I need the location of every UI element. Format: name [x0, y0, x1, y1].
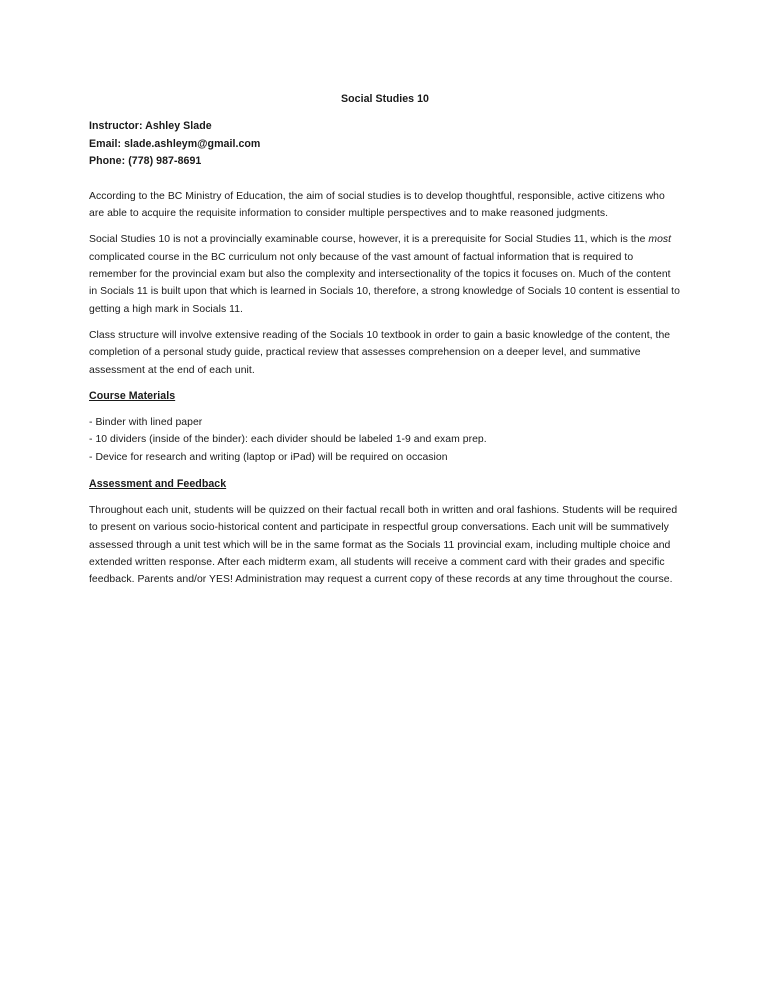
list-item: - Binder with lined paper [89, 417, 203, 429]
spacer [89, 171, 681, 188]
assessment-heading: Assessment and Feedback [89, 477, 227, 490]
prerequisite-text-start: Social Studies 10 is not a provincially examinable course, however, it is a prerequisite for Social Studies 11, which is the [89, 234, 649, 246]
document-content [89, 91, 681, 598]
class-structure-paragraph: Class structure will involve extensive reading of the Socials 10 textbook in order to gain a basic knowledge of the content, the completion of a personal study guide, practical review that assesses comprehension on a deeper level, and summative assessment at the end of each unit. [89, 330, 671, 376]
prerequisite-emphasis: most [648, 234, 672, 246]
course-materials-list [89, 414, 681, 466]
prerequisite-text-end: complicated course in the BC curriculum not only because of the vast amount of factual information that is required to remember for the provincial exam but also the complexity and intersectionality of the topics it focuses on. Much of the content in Socials 11 is built upon that which is learned in Socials 10, therefore, a strong knowledge of Socials 10 content is essential to getting a high mark in Socials 11. [89, 251, 680, 315]
assessment-paragraph: Throughout each unit, students will be quizzed on their factual recall both in written and oral fashions. Students will be required to present on various socio-historical content and participate in respectful group conversations. Each unit will be summatively assessed through a unit test which will be in the same format as the Socials 11 provincial exam, including multiple choice and extended written response. After each midterm exam, all students will receive a comment card with their grades and specific feedback. Parents and/or YES! Administration may request a current copy of these records at any time throughout the course. [89, 504, 678, 586]
intro-paragraph: According to the BC Ministry of Education, the aim of social studies is to develop thoughtful, responsible, active citizens who are able to acquire the requisite information to consider multiple perspectives and to make reasoned judgments. [89, 190, 665, 219]
instructor-line: Instructor: Ashley Slade [89, 120, 212, 133]
phone-line: Phone: (778) 987-8691 [89, 155, 202, 168]
prerequisite-paragraph [89, 231, 681, 318]
contact-block [89, 118, 681, 170]
list-item: - 10 dividers (inside of the binder): each divider should be labeled 1-9 and exam prep. [89, 434, 487, 446]
list-item: - Device for research and writing (laptop or iPad) will be required on occasion [89, 451, 448, 463]
course-materials-heading: Course Materials [89, 390, 176, 403]
document-title: Social Studies 10 [341, 93, 429, 105]
email-line: Email: slade.ashleym@gmail.com [89, 137, 261, 150]
